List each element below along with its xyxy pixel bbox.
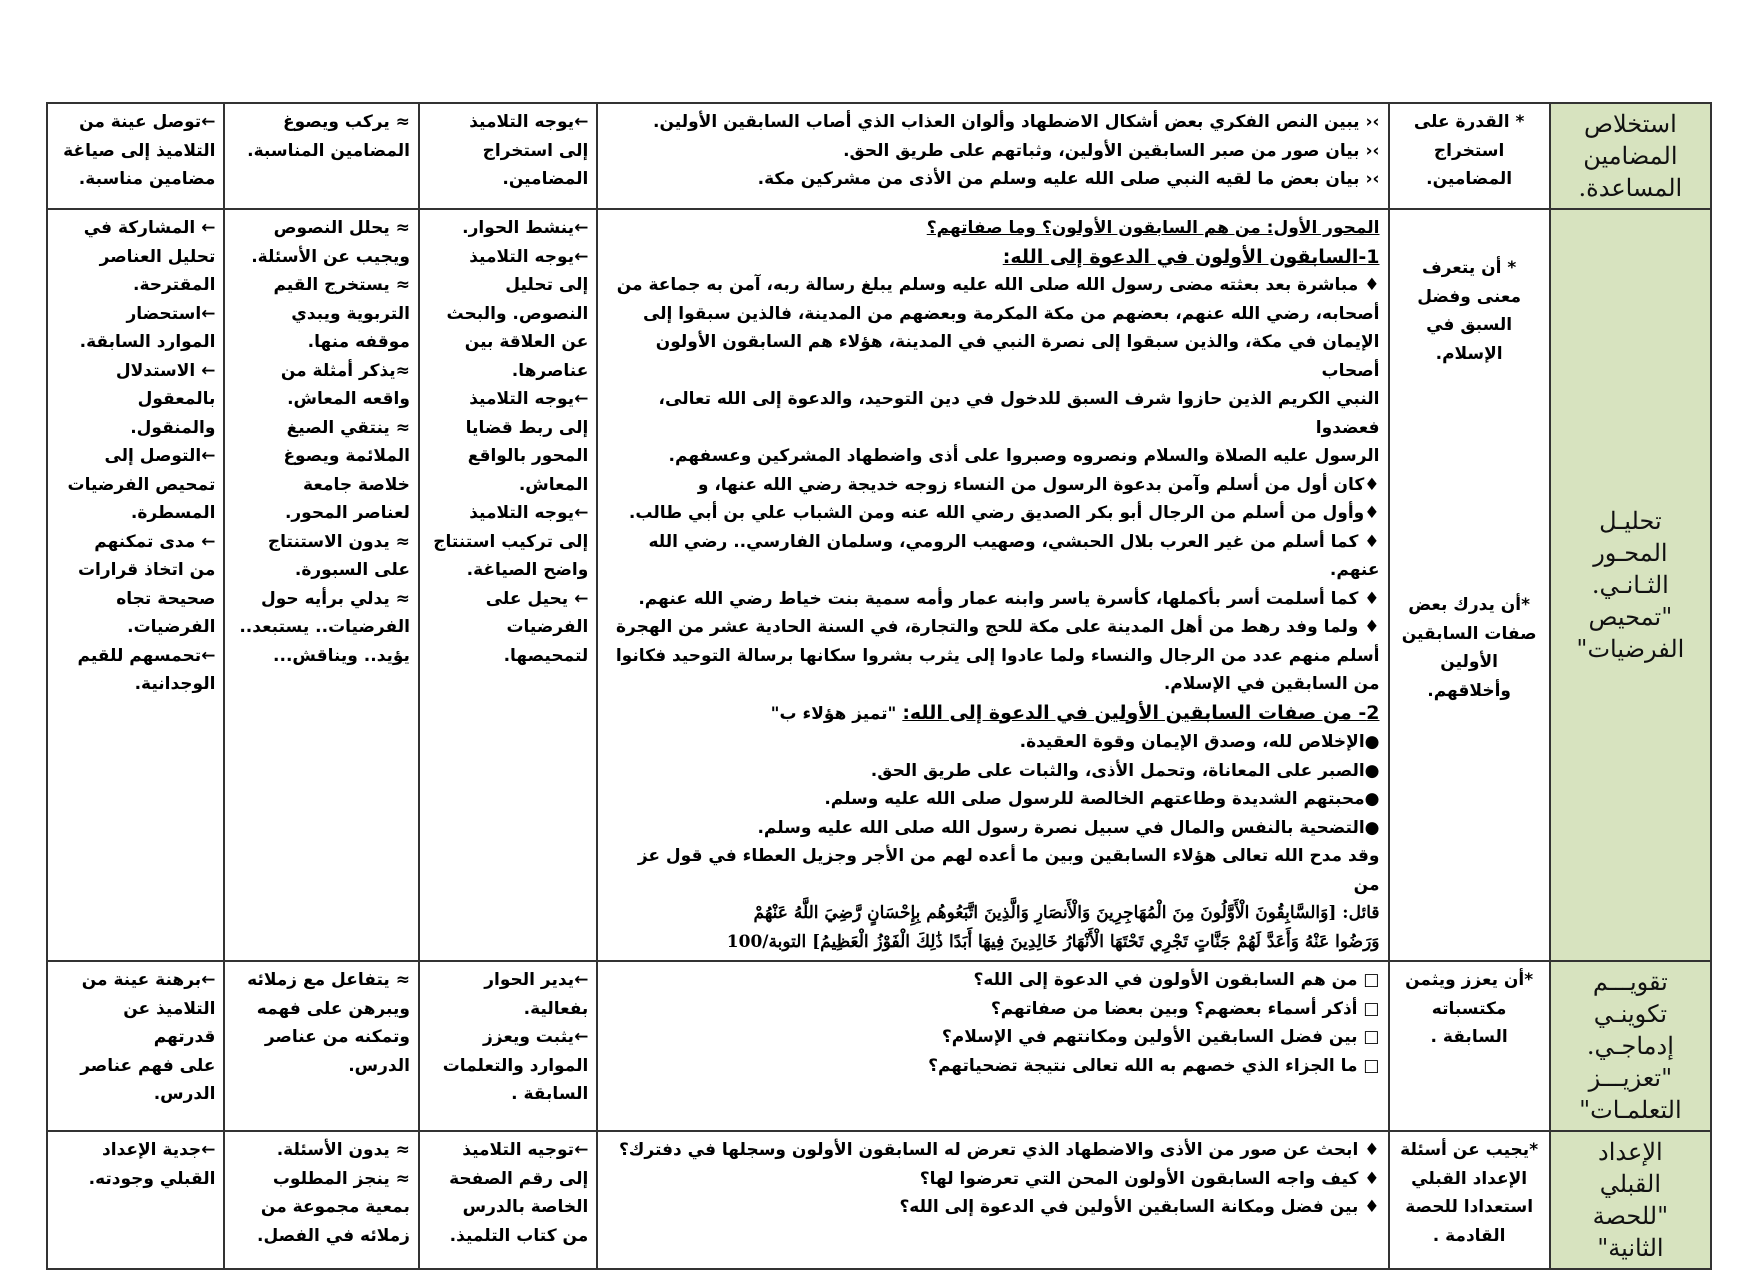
text-line: ←يوجه التلاميذ [469, 389, 589, 409]
teacher-activity-cell [419, 1131, 597, 1269]
text-line: إدماجـي. [1586, 1032, 1674, 1060]
section-2-heading [606, 699, 1379, 729]
text-line: لتمحيصها. [503, 645, 589, 666]
text-line: ♦ كما أسلم من غير العرب بلال الحبشي، وصهيب الرومي، وسلمان الفارسي.. رضي الله عنهم. [648, 531, 1380, 580]
text-line: ≈ يحلل النصوص [273, 218, 410, 238]
text-line: المعاش. [518, 474, 589, 495]
evaluation-cell [47, 209, 224, 961]
objective-2 [1398, 591, 1541, 705]
text-line: الوجدانية. [134, 674, 216, 694]
text-line: □ من هم السابقون الأولون في الدعوة إلى الله؟ [973, 970, 1380, 990]
text-line: المسطرة. [130, 503, 216, 523]
text-line: تقويـــم [1592, 968, 1668, 996]
text-line: ≈ يتفاعل مع زملائه [247, 970, 410, 990]
text-line: الفرضيات [506, 617, 589, 637]
learner-activity-cell [224, 103, 419, 209]
text-line: واضح الصياغة. [466, 560, 589, 580]
phase-cell [1550, 1131, 1711, 1269]
section-2-note: "تميز هؤلاء ب" [770, 703, 903, 724]
text-line: وَرَضُوا عَنْهُ وَأَعَدَّ لَهُمْ جَنَّاتٍ تَجْرِي تَحْتَهَا الْأَنْهَارُ خَالِدِينَ فِيهَا أَبَدًا ذَٰلِكَ الْفَوْزُ الْعَظِيمُ] التوبة/100 [726, 931, 1380, 952]
text-line: ≈ ينتقي الصيغ [286, 417, 410, 438]
text-line: المساعدة. [1578, 174, 1683, 202]
text-line: ←ينشط الحوار. [462, 218, 589, 238]
text-line: * القدرة على [1413, 112, 1525, 132]
row-extraction [47, 103, 1711, 209]
content-cell [597, 103, 1388, 209]
text-line: معنى وفضل [1417, 286, 1522, 307]
text-line: إلى رقم الصفحة [449, 1168, 589, 1189]
text-line: من كتاب التلميذ. [449, 1225, 589, 1246]
teacher-activity-cell [419, 209, 597, 961]
text-line: ≈ يدون الأسئلة. [276, 1140, 410, 1160]
text-line: الرسول عليه الصلاة والسلام ونصروه وصبروا على أذى واضطهاد المشركين وعسفهم. [668, 446, 1380, 466]
text-line: ≈يذكر أمثلة من [280, 360, 410, 381]
quran-verse [606, 899, 1379, 956]
text-line: ←توصل عينة من [79, 112, 216, 132]
text-line: ←يوجه التلاميذ [469, 503, 589, 523]
text-line: الإعداد القبلي [1411, 1168, 1528, 1189]
text-line: ♦ ابحث عن صور من الأذى والاضطهاد الذي تعرض له السابقون الأولون وسجلها في دفترك؟ [618, 1140, 1380, 1160]
text-line: واقعه المعاش. [287, 389, 410, 409]
text-line: بفعالية. [523, 998, 589, 1019]
phase-cell [1550, 961, 1711, 1131]
text-line: إلى تركيب استنتاج [433, 531, 589, 552]
text-line: المضامين. [502, 169, 589, 189]
text-line: ♦ كما أسلمت أسر بأكملها، كأسرة ياسر وابنه عمار وأمه سمية بنت خياط رضي الله عنهم. [638, 588, 1380, 609]
text-line: الفرضيات.. يستبعد.. [239, 617, 410, 637]
text-line: وتمكنه من عناصر [264, 1027, 410, 1047]
teacher-activity-cell [419, 103, 597, 209]
text-line: ←جدية الإعداد [102, 1140, 216, 1160]
text-line: السابقة . [1430, 1027, 1508, 1047]
section-1-title: 1-السابقون الأولون في الدعوة إلى الله: [1002, 245, 1380, 268]
text-line: ← الاستدلال [115, 360, 216, 381]
text-line: *أن يدرك بعض [1408, 595, 1531, 615]
text-line: ←التوصل إلى [104, 446, 216, 466]
text-line: المقترحة. [133, 275, 216, 295]
text-line: السابقة . [511, 1084, 589, 1104]
learner-activity-cell [224, 209, 419, 961]
axis-title: المحور الأول: من هم السابقون الأولون؟ وما صفاتهم؟ [926, 218, 1380, 238]
text-line: ♦ كيف واجه السابقون الأولون المحن التي تعرضوا لها؟ [919, 1168, 1380, 1189]
text-line: ← يحيل على [485, 588, 589, 609]
text-line: ←يدير الحوار [484, 970, 589, 990]
text-line: الدرس. [348, 1055, 410, 1076]
text-line: التلاميذ إلى صياغة [63, 140, 216, 161]
text-line: ←يوجه التلاميذ [469, 246, 589, 267]
text-line: ≈ يستخرج القيم [273, 275, 410, 295]
text-line: ←يوجه التلاميذ [469, 112, 589, 132]
text-line: أصحابه، رضي الله عنهم، بعضهم من مكة المكرمة وبعضهم من المدينة، فالذين سبقوا إلى [642, 303, 1380, 324]
evaluation-cell [47, 961, 224, 1131]
evaluation-cell [47, 103, 224, 209]
text-line: عناصرها. [511, 360, 589, 381]
text-line: الملائمة ويصوغ [283, 446, 410, 466]
phase-cell [1550, 209, 1711, 961]
text-line: ●محبتهم الشديدة وطاعتهم الخالصة للرسول صلى الله عليه وسلم. [824, 789, 1380, 809]
text-line: □ بين فضل السابقين الأولين ومكانتهم في الإسلام؟ [941, 1027, 1380, 1047]
text-line: ←برهنة عينة من [81, 970, 216, 990]
text-line: الفرضيات" [1576, 635, 1685, 663]
text-line: يؤيد.. ويناقش... [273, 645, 410, 666]
text-line: لعناصر المحور. [284, 503, 410, 523]
text-line: □ ما الجزاء الذي خصهم به الله تعالى نتيجة تضحياتهم؟ [928, 1055, 1380, 1076]
text-line: القادمة . [1432, 1225, 1506, 1246]
content-cell [597, 209, 1388, 961]
text-line: الإعداد [1598, 1138, 1663, 1166]
text-line: ←توجيه التلاميذ [462, 1140, 589, 1160]
text-line: الخاصة بالدرس [462, 1197, 589, 1217]
text-line: النصوص. والبحث [446, 303, 589, 324]
row-preparation [47, 1131, 1711, 1269]
text-line: صحيحة تجاه [116, 588, 216, 609]
text-line: المحور بالواقع [467, 446, 589, 466]
learner-activity-cell [224, 1131, 419, 1269]
row-formative [47, 961, 1711, 1131]
text-line: بالمعقول [137, 389, 216, 409]
text-line: النبي الكريم الذين حازوا شرف السبق للدخول في دين التوحيد، والدعوة إلى الله تعالى، فعضدوا [658, 389, 1380, 438]
text-line: ♦ ولما وفد رهط من أهل المدينة على مكة للحج والتجارة، في السنة الحادية عشر من الهجرة [615, 617, 1380, 637]
text-line: والمنقول. [130, 417, 216, 438]
text-line: مكتسباته [1431, 998, 1507, 1019]
text-line: ≈ ينجز المطلوب [272, 1168, 410, 1189]
text-line: الثـانـي. [1591, 571, 1669, 599]
text-line: إلى تحليل [505, 275, 589, 295]
section-2-body [606, 728, 1379, 899]
objective-cell [1389, 1131, 1550, 1269]
content-cell [597, 1131, 1388, 1269]
text-line: القبلي وجودته. [88, 1168, 216, 1189]
text-line: ≈ يركب ويصوغ [283, 112, 410, 132]
text-line: تمحيص الفرضيات [67, 474, 216, 495]
text-line: "تعزيـــز [1588, 1064, 1673, 1092]
text-line: التلاميذ عن قدرتهم [123, 998, 216, 1047]
text-line: ← مدى تمكنهم [94, 531, 216, 552]
text-line: بمعية مجموعة من [260, 1197, 410, 1217]
text-line: ♦وأول من أسلم من الرجال أبو بكر الصديق رضي الله عنه ومن الشباب علي بن أبي طالب. [628, 503, 1380, 523]
text-line: ويجيب عن الأسئلة. [251, 246, 410, 267]
text-line: على فهم عناصر [80, 1055, 216, 1076]
text-line: ♦كان أول من أسلم وآمن بدعوة الرسول من النساء زوجه خديجة رضي الله عنها، و [697, 474, 1380, 495]
evaluation-cell [47, 1131, 224, 1269]
text-line: الأولين وأخلاقهم. [1427, 652, 1511, 701]
text-line: قائل: [وَالسَّابِقُونَ الْأَوَّلُونَ مِنَ الْمُهَاجِرِينَ وَالْأَنصَارِ وَالَّذِينَ اتَّبَعُوهُم بِإِحْسَانٍ رَّضِيَ اللَّهُ عَنْهُمْ [753, 903, 1380, 923]
text-line: زملائه في الفصل. [257, 1225, 410, 1246]
text-line: من السابقين في الإسلام. [1163, 674, 1380, 694]
text-line: الموارد والتعلمات [442, 1055, 589, 1076]
text-line: صفات السابقين [1401, 623, 1537, 644]
text-line: ♦ بين فضل ومكانة السابقين الأولين في الدعوة إلى الله؟ [899, 1197, 1380, 1217]
text-line: استخراج [1433, 140, 1505, 161]
section-2-title: 2- من صفات السابقين الأولين في الدعوة إلى الله: [902, 701, 1380, 724]
text-line: *أن يعزز ويثمن [1405, 970, 1534, 990]
text-line: تحليـل [1599, 507, 1662, 535]
text-line: إلى ربط قضايا [465, 417, 589, 438]
text-line: □ أذكر أسماء بعضهم؟ وبين بعضا من صفاتهم؟ [990, 998, 1380, 1019]
content-cell [597, 961, 1388, 1131]
text-line: الإسلام. [1435, 343, 1503, 364]
text-line: القبلي [1599, 1170, 1662, 1198]
text-line: ●الصبر على المعاناة، وتحمل الأذى، والثبات على طريق الحق. [870, 760, 1380, 781]
text-line: تحليل العناصر [99, 246, 216, 267]
text-line: ≈ يدون الاستنتاج [267, 531, 410, 552]
text-line: ←يثبت ويعزز [482, 1027, 589, 1047]
text-line: ›‹ بيان بعض ما لقيه النبي صلى الله عليه وسلم من الأذى من مشركين مكة. [757, 169, 1380, 189]
text-line: الثانية" [1597, 1234, 1664, 1262]
text-line: الموارد السابقة. [79, 332, 216, 352]
text-line: المضامين. [1426, 169, 1513, 189]
text-line: ←استحضار [126, 303, 216, 324]
text-line: "للحصة [1592, 1202, 1669, 1230]
text-line: إلى استخراج [482, 140, 589, 161]
text-line: الفرضيات. [127, 617, 216, 637]
text-line: استعدادا للحصة [1405, 1197, 1534, 1217]
text-line: ●الإخلاص لله، وصدق الإيمان وقوة العقيدة. [1019, 732, 1380, 752]
text-line: على السبورة. [294, 560, 410, 580]
text-line: مضامين مناسبة. [78, 169, 216, 189]
text-line: التعلمـات" [1579, 1096, 1682, 1124]
objective-1 [1398, 254, 1541, 368]
text-line: ●التضحية بالنفس والمال في سبيل نصرة رسول الله صلى الله عليه وسلم. [757, 817, 1380, 838]
learner-activity-cell [224, 961, 419, 1131]
text-line: عن العلاقة بين [464, 332, 589, 352]
text-line: المضامين [1583, 142, 1678, 170]
teacher-activity-cell [419, 961, 597, 1131]
text-line: ›‹ بيان صور من صبر السابقين الأولين، وثباتهم على طريق الحق. [843, 140, 1380, 161]
text-line: ›‹ يبين النص الفكري بعض أشكال الاضطهاد وألوان العذاب الذي أصاب السابقين الأولين. [653, 112, 1380, 132]
text-line: وقد مدح الله تعالى هؤلاء السابقين وبين ما أعده لهم من الأجر وجزيل العطاء في قول عز من [637, 846, 1380, 895]
objective-cell [1389, 103, 1550, 209]
text-line: "تمحيص [1588, 603, 1673, 631]
text-line: الإيمان في مكة، والذين سبقوا إلى نصرة النبي في المدينة، هؤلاء هم السابقون الأولون أصحاب [655, 332, 1380, 381]
text-line: *يجيب عن أسئلة [1400, 1140, 1539, 1160]
text-line: ←تحمسهم للقيم [77, 645, 216, 666]
section-1-body [606, 271, 1379, 699]
text-line: * أن يتعرف [1421, 258, 1517, 278]
text-line: ويبرهن على فهمه [256, 998, 410, 1019]
objective-cell [1389, 961, 1550, 1131]
row-analysis [47, 209, 1711, 961]
text-line: ♦ مباشرة بعد بعثته مضى رسول الله صلى الله عليه وسلم يبلغ رسالة ربه، آمن به جماعة من [616, 275, 1380, 295]
lesson-plan-table [46, 102, 1712, 1270]
text-line: المضامين المناسبة. [247, 140, 410, 161]
text-line: أسلم منهم عدد من الرجال والنساء ولما عادوا إلى يثرب بشروا سكانها برسالة التوحيد فكانوا [615, 645, 1380, 666]
text-line: ← المشاركة في [83, 218, 216, 238]
text-line: تكوينـي [1593, 1000, 1668, 1028]
text-line: المحـور [1593, 539, 1668, 567]
text-line: السبق في [1426, 315, 1513, 335]
text-line: خلاصة جامعة [303, 474, 410, 495]
text-line: الدرس. [153, 1084, 216, 1104]
text-line: من اتخاذ قرارات [77, 560, 216, 580]
objective-cell [1389, 209, 1550, 961]
text-line: موقفه منها. [307, 332, 410, 352]
text-line: التربوية ويبدي [291, 303, 410, 324]
text-line: ≈ يدلي برأيه حول [261, 588, 410, 609]
phase-cell [1550, 103, 1711, 209]
text-line: استخلاص [1583, 110, 1677, 138]
